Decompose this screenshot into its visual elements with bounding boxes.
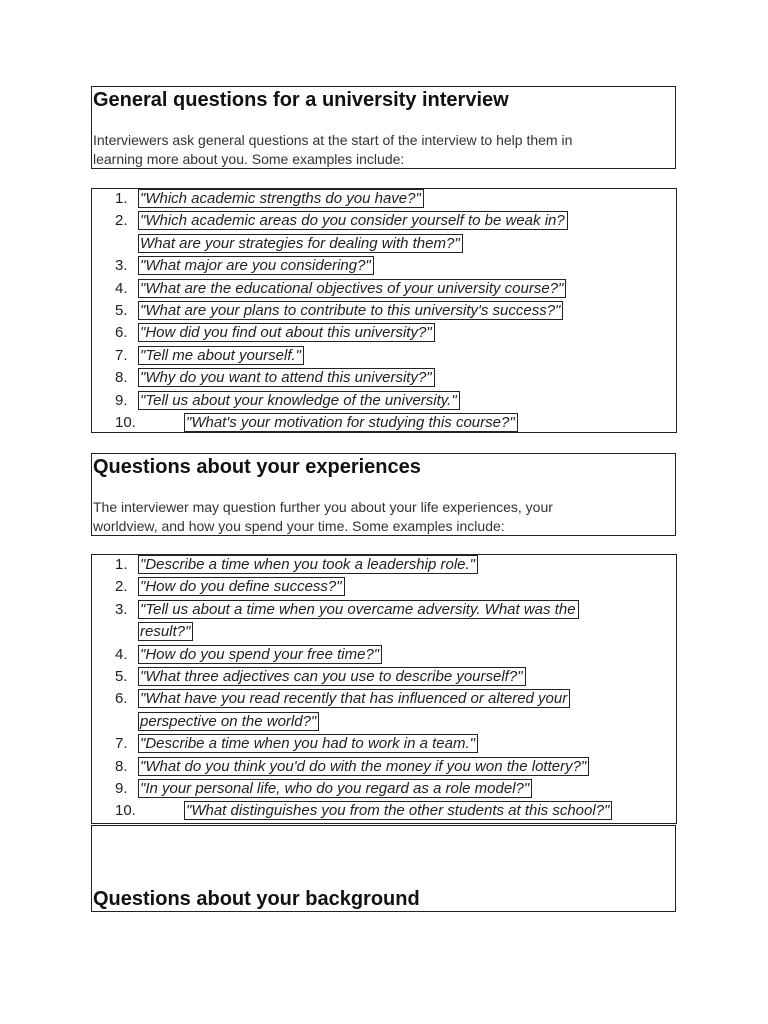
list-item [92, 756, 676, 778]
question-text: perspective on the world?" [138, 711, 319, 733]
list-item [92, 345, 676, 367]
list-item [92, 210, 676, 232]
list-item [92, 733, 676, 755]
list-item [92, 778, 676, 800]
general-questions-list [91, 188, 677, 433]
list-number: 2. [115, 212, 128, 230]
question-text: What are your strategies for dealing with them?" [138, 233, 463, 255]
list-item [92, 255, 676, 277]
intro-line: The interviewer may question further you about your life experiences, your [93, 499, 553, 515]
question-text: "How did you find out about this university?" [138, 322, 435, 344]
question-text: "Which academic areas do you consider yourself to be weak in? [138, 210, 568, 232]
question-text: "Tell me about yourself." [138, 345, 304, 367]
question-text: "What are the educational objectives of your university course?" [138, 278, 566, 300]
list-item [92, 599, 676, 621]
question-text: "What do you think you'd do with the money if you won the lottery?" [138, 756, 589, 778]
question-text: "Describe a time when you had to work in a team." [138, 733, 478, 755]
list-number: 1. [115, 190, 128, 207]
list-item [92, 644, 676, 666]
question-text: "Tell us about a time when you overcame adversity. What was the [138, 599, 579, 621]
list-number: 1. [115, 556, 128, 573]
experience-questions-list [91, 554, 677, 824]
question-text: "Tell us about your knowledge of the university." [138, 390, 460, 412]
intro-line: worldview, and how you spend your time. Some examples include: [93, 518, 505, 534]
question-text: "Why do you want to attend this university?" [138, 367, 435, 389]
list-item [92, 711, 676, 733]
question-text: "What major are you considering?" [138, 255, 374, 277]
list-number: 4. [115, 279, 128, 297]
list-number: 8. [115, 369, 128, 387]
question-text: "How do you define success?" [138, 576, 345, 598]
section-general-header [91, 86, 676, 169]
list-number: 3. [115, 257, 128, 275]
list-item [92, 233, 676, 255]
section-title: Questions about your background [93, 888, 420, 910]
list-item [92, 278, 676, 300]
list-item [92, 800, 676, 822]
list-item [92, 300, 676, 322]
question-text: "What are your plans to contribute to this university's success?" [138, 300, 563, 322]
question-text: "How do you spend your free time?" [138, 644, 382, 666]
list-item [92, 188, 676, 210]
list-number: 2. [115, 578, 128, 596]
list-number: 6. [115, 324, 128, 342]
list-item [92, 621, 676, 643]
list-number: 4. [115, 645, 128, 663]
intro-line: learning more about you. Some examples include: [93, 151, 405, 167]
list-number: 10. [115, 414, 136, 431]
list-number: 10. [115, 802, 136, 820]
list-number: 5. [115, 668, 128, 685]
list-number: 5. [115, 302, 128, 319]
question-text: "What three adjectives can you use to describe yourself?" [138, 666, 526, 688]
question-text: "What have you read recently that has influenced or altered your [138, 688, 570, 710]
list-item [92, 390, 676, 412]
list-item [92, 412, 676, 434]
question-text: "Which academic strengths do you have?" [138, 188, 424, 210]
list-item [92, 666, 676, 688]
list-number: 3. [115, 600, 128, 618]
list-number: 6. [115, 690, 128, 708]
question-text: "In your personal life, who do you regard as a role model?" [138, 778, 532, 800]
question-text: "What's your motivation for studying this course?" [184, 412, 518, 434]
question-text: result?" [138, 621, 193, 643]
section-title: Questions about your experiences [93, 456, 421, 478]
question-text: "What distinguishes you from the other students at this school?" [184, 800, 612, 822]
list-number: 7. [115, 346, 128, 364]
list-number: 9. [115, 780, 128, 797]
list-item [92, 576, 676, 598]
question-text: "Describe a time when you took a leadership role." [138, 554, 478, 576]
section-title: General questions for a university interview [93, 89, 509, 111]
section-background-header [91, 825, 676, 912]
list-number: 9. [115, 391, 128, 409]
list-item [92, 367, 676, 389]
section-experiences-header [91, 453, 676, 536]
intro-line: Interviewers ask general questions at the start of the interview to help them in [93, 132, 573, 148]
list-item [92, 322, 676, 344]
list-number: 8. [115, 757, 128, 775]
list-number: 7. [115, 735, 128, 753]
list-item [92, 688, 676, 710]
list-item [92, 554, 676, 576]
